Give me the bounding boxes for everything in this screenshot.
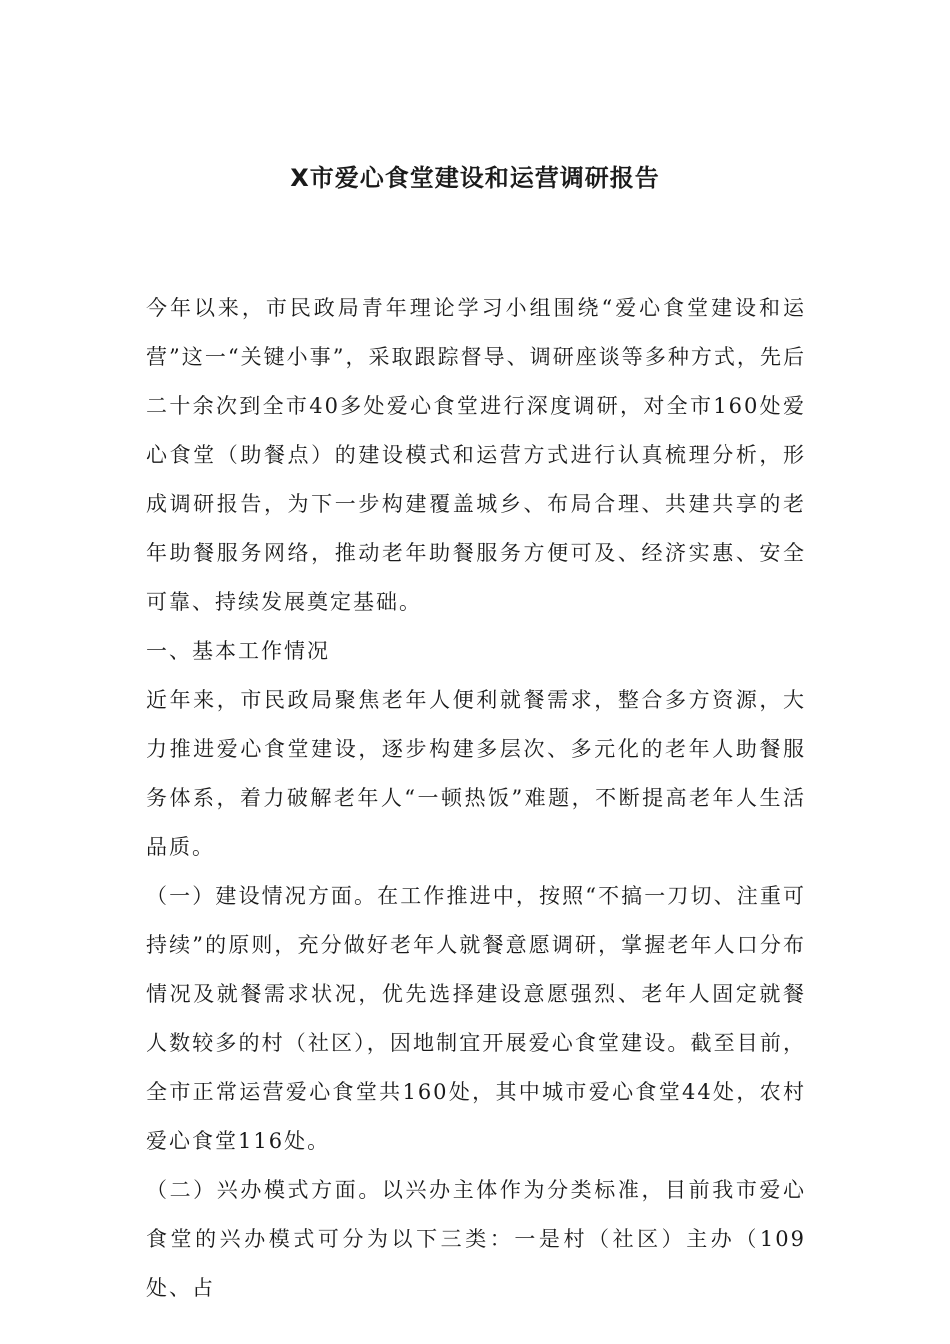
paragraph-overview: 近年来，市民政局聚焦老年人便利就餐需求，整合多方资源，大力推进爱心食堂建设，逐步构建多层次、多元化的老年人助餐服务体系，着力破解老年人“一顿热饭”难题，不断提高老年人生活品质。 (146, 688, 806, 859)
section-heading-basic-situation: 一、基本工作情况 (146, 639, 330, 663)
paragraph-operation-modes: （二）兴办模式方面。以兴办主体作为分类标准，目前我市爱心食堂的兴办模式可分为以下三类：一是村（社区）主办（109处、占 (146, 1178, 806, 1300)
paragraph-intro: 今年以来，市民政局青年理论学习小组围绕“爱心食堂建设和运营”这一“关键小事”，采取跟踪督导、调研座谈等多种方式，先后二十余次到全市40多处爱心食堂进行深度调研，对全市160处爱心食堂（助餐点）的建设模式和运营方式进行认真梳理分析，形成调研报告，为下一步构建覆盖城乡、布局合理、共建共享的老年助餐服务网络，推动老年助餐服务方便可及、经济实惠、安全可靠、持续发展奠定基础。 (146, 296, 806, 614)
document-body (146, 284, 806, 1313)
paragraph-construction: （一）建设情况方面。在工作推进中，按照“不搞一刀切、注重可持续”的原则，充分做好老年人就餐意愿调研，掌握老年人口分布情况及就餐需求状况，优先选择建设意愿强烈、老年人固定就餐人数较多的村（社区），因地制宜开展爱心食堂建设。截至目前，全市正常运营爱心食堂共160处，其中城市爱心食堂44处，农村爱心食堂116处。 (146, 884, 806, 1153)
document-title: X市爱心食堂建设和运营调研报告 (290, 164, 660, 192)
